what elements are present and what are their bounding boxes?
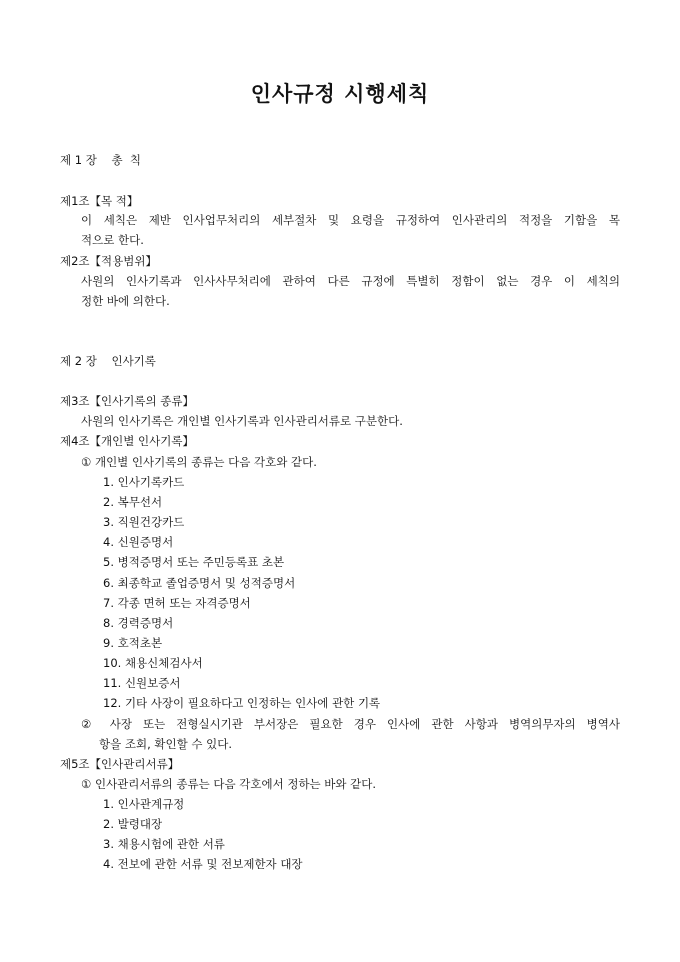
list-item: 8. 경력증명서: [103, 616, 174, 630]
list-item: 10. 채용신체검사서: [103, 656, 203, 670]
article-1-heading: 제1조【목 적】: [60, 194, 139, 208]
article-3-text-line1: 사원의 인사기록은 개인별 인사기록과 인사관리서류로 구분한다.: [81, 414, 403, 428]
chapter-1-heading: 제 1 장 총 칙: [60, 153, 141, 167]
document-title: 인사규정 시행세칙: [250, 82, 430, 106]
article-5-heading: 제5조【인사관리서류】: [60, 757, 180, 771]
list-item: 5. 병적증명서 또는 주민등록표 초본: [103, 555, 285, 569]
article-1-text-line2: 적으로 한다.: [81, 233, 144, 247]
article-4-heading: 제4조【개인별 인사기록】: [60, 434, 194, 448]
article-2-text-line2: 정한 바에 의한다.: [81, 294, 170, 308]
list-item: 3. 채용시험에 관한 서류: [103, 837, 225, 851]
article-4-paragraph-1: ① 개인별 인사기록의 종류는 다음 각호와 같다.: [81, 455, 317, 469]
list-item: 9. 호적초본: [103, 636, 163, 650]
article-2-text-line1: 사원의 인사기록과 인사사무처리에 관하여 다른 규정에 특별히 정함이 없는 경우 이 세칙의: [81, 274, 620, 288]
list-item: 11. 신원보증서: [103, 676, 181, 690]
article-4-paragraph-2-line1: ② 사장 또는 전형실시기관 부서장은 필요한 경우 인사에 관한 사항과 병역의무자의 병역사: [81, 717, 620, 731]
article-2-heading: 제2조【적용범위】: [60, 254, 157, 268]
list-item: 2. 발령대장: [103, 817, 163, 831]
list-item: 12. 기타 사장이 필요하다고 인정하는 인사에 관한 기록: [103, 696, 381, 710]
article-1-text-line1: 이 세칙은 제반 인사업무처리의 세부절차 및 요령을 규정하여 인사관리의 적정을 기함을 목: [81, 213, 620, 227]
list-item: 6. 최종학교 졸업증명서 및 성적증명서: [103, 576, 296, 590]
article-3-heading: 제3조【인사기록의 종류】: [60, 394, 194, 408]
article-5-paragraph-1: ① 인사관리서류의 종류는 다음 각호에서 정하는 바와 같다.: [81, 777, 377, 791]
article-4-paragraph-2-line2: 항을 조회, 확인할 수 있다.: [99, 737, 233, 751]
list-item: 3. 직원건강카드: [103, 515, 185, 529]
chapter-2-heading: 제 2 장 인사기록: [60, 354, 156, 368]
list-item: 2. 복무선서: [103, 495, 163, 509]
list-item: 4. 전보에 관한 서류 및 전보제한자 대장: [103, 857, 303, 871]
list-item: 1. 인사기록카드: [103, 475, 185, 489]
list-item: 4. 신원증명서: [103, 535, 174, 549]
list-item: 7. 각종 면허 또는 자격증명서: [103, 596, 251, 610]
list-item: 1. 인사관계규정: [103, 797, 185, 811]
